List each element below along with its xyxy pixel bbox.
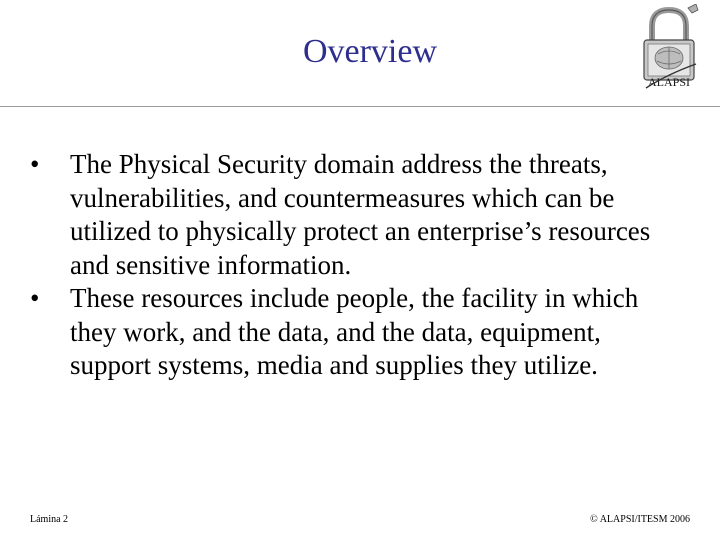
alapsi-padlock-logo — [638, 4, 700, 90]
title-divider — [0, 106, 720, 107]
copyright-notice: © ALAPSI/ITESM 2006 — [590, 514, 690, 525]
bullet-text: The Physical Security domain address the threats, vulnerabilities, and countermeasures which can be utilized to physically protect an enterprise’s resources and sensitive information. — [70, 149, 651, 280]
bullet-text: These resources include people, the facility in which they work, and the data, and the data, equipment, support systems, media and supplies they utilize. — [70, 283, 639, 380]
slide-number: Lámina 2 — [30, 514, 69, 525]
bullet-item-2 — [28, 282, 688, 383]
bullet-marker: • — [30, 283, 40, 313]
bullet-item-1 — [28, 148, 688, 282]
bullet-marker: • — [30, 149, 40, 179]
bullet-list — [28, 148, 688, 383]
slide-title: Overview — [302, 33, 438, 70]
logo-wordmark: ALAPSI — [647, 75, 691, 89]
